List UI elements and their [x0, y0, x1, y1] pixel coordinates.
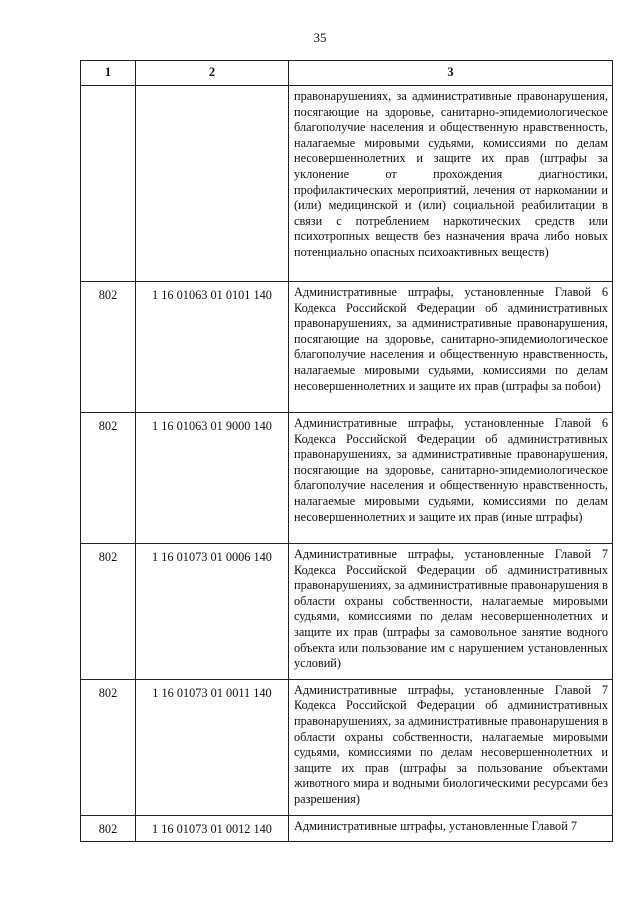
description-cell: Административные штрафы, установленные Главой 7 Кодекса Российской Федерации об административных правонарушениях, за административные правонарушения в области охраны собственности, налагаемые мировыми судьями, комиссиями по делам несовершеннолетних и защите их прав (штрафы за пользование объектами животного мира и водными биологическими ресурсами без разрешения): [289, 679, 613, 815]
column-header-2: 2: [136, 61, 289, 86]
admin-code-cell: 802: [81, 679, 136, 815]
table-row: [81, 815, 613, 842]
table-row: [81, 86, 613, 282]
description-cell: Административные штрафы, установленные Главой 7 Кодекса Российской Федерации об административных правонарушениях, за административные правонарушения в области охраны собственности, налагаемые мировыми судьями, комиссиями по делам несовершеннолетних и защите их прав (штрафы за самовольное занятие водного объекта или пользование им с нарушением установленных условий): [289, 544, 613, 680]
kbk-code-cell: 1 16 01073 01 0006 140: [136, 544, 289, 680]
table-row: [81, 413, 613, 544]
kbk-code-cell: 1 16 01063 01 9000 140: [136, 413, 289, 544]
description-cell: Административные штрафы, установленные Главой 6 Кодекса Российской Федерации об административных правонарушениях, за административные правонарушения, посягающие на здоровье, санитарно-эпидемиологическое благополучие населения и общественную нравственность, налагаемые мировыми судьями, комиссиями по делам несовершеннолетних и защите их прав (иные штрафы): [289, 413, 613, 544]
admin-code-cell: 802: [81, 282, 136, 413]
table-row: [81, 282, 613, 413]
admin-code-cell: 802: [81, 544, 136, 680]
admin-code-cell: [81, 86, 136, 282]
table-row: [81, 679, 613, 815]
page-number: 35: [313, 30, 327, 45]
admin-code-cell: 802: [81, 413, 136, 544]
column-header-1: 1: [81, 61, 136, 86]
table-header-row: [81, 61, 613, 86]
kbk-code-cell: [136, 86, 289, 282]
column-header-3: 3: [289, 61, 613, 86]
kbk-code-cell: 1 16 01073 01 0011 140: [136, 679, 289, 815]
admin-code-cell: 802: [81, 815, 136, 842]
description-cell: правонарушениях, за административные правонарушения, посягающие на здоровье, санитарно-эпидемиологическое благополучие населения и общественную нравственность, налагаемые мировыми судьями, комиссиями по делам несовершеннолетних и защите их прав (штрафы за уклонение от прохождения диагностики, профилактических мероприятий, лечения от наркомании и (или) медицинской и (или) социальной реабилитации в связи с потреблением наркотических средств или психотропных веществ без назначения врача либо новых потенциально опасных психоактивных веществ): [289, 86, 613, 282]
kbk-code-cell: 1 16 01063 01 0101 140: [136, 282, 289, 413]
description-cell: Административные штрафы, установленные Главой 7: [289, 815, 613, 842]
kbk-table: [80, 60, 613, 842]
description-cell: Административные штрафы, установленные Главой 6 Кодекса Российской Федерации об административных правонарушениях, за административные правонарушения, посягающие на здоровье, санитарно-эпидемиологическое благополучие населения и общественную нравственность, налагаемые мировыми судьями, комиссиями по делам несовершеннолетних и защите их прав (штрафы за побои): [289, 282, 613, 413]
table-row: [81, 544, 613, 680]
kbk-code-cell: 1 16 01073 01 0012 140: [136, 815, 289, 842]
